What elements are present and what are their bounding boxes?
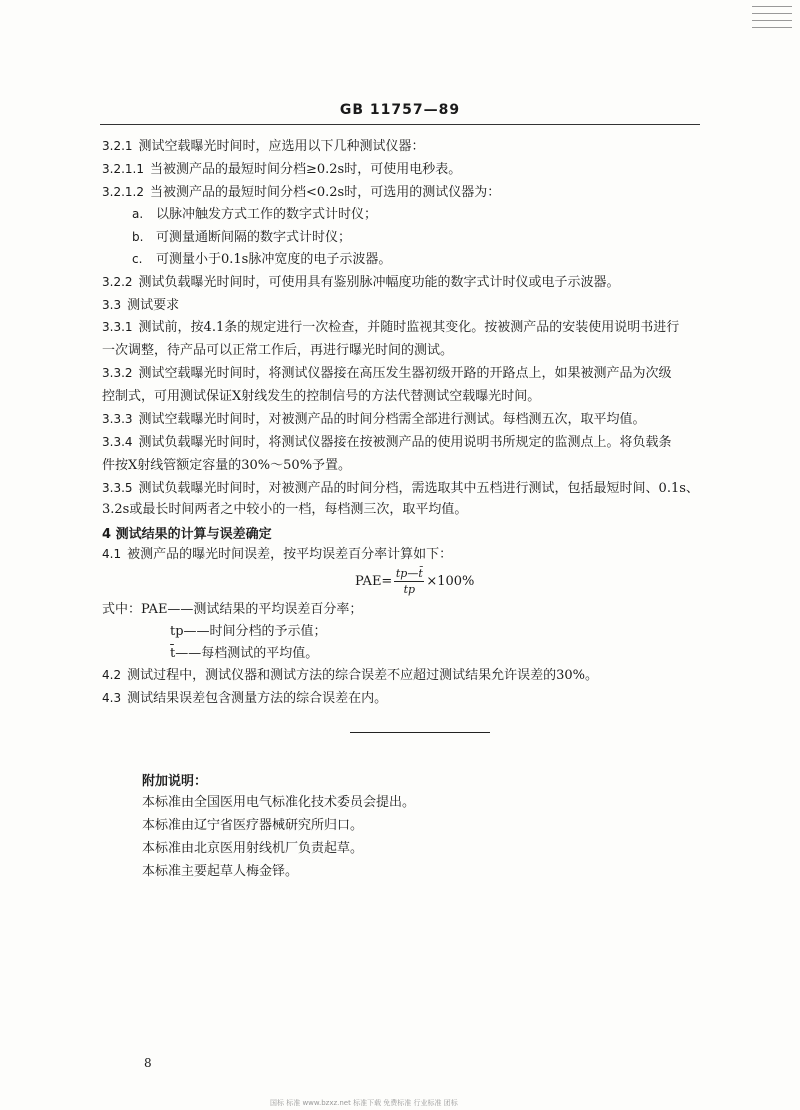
end-of-text-rule [350,732,490,733]
clause-number: 3.2.1 [102,139,133,153]
header-rule [100,124,700,125]
paragraph-continuation [102,341,700,360]
list-text: 可测量通断间隔的数字式计时仪； [156,230,352,245]
list-item-a [132,205,730,224]
clause-text: 一次调整，待产品可以正常工作后，再进行曝光时间的测试。 [102,343,454,358]
formula-where-2 [170,622,690,641]
clause-text: 测试要求 [127,298,180,313]
clause-number: 4.1 [102,547,122,561]
paragraph-4-3 [102,689,700,708]
note-line: 本标准由全国医用电气标准化技术委员会提出。 [142,795,416,810]
clause-text: 测试空载曝光时间时，对被测产品的时间分档需全部进行测试。每档测五次，取平均值。 [138,412,646,427]
note-line: 本标准由北京医用射线机厂负责起草。 [142,841,364,856]
clause-text: 测试负载曝光时间时，可使用具有鉴别脉冲幅度功能的数字式计时仪或电子示波器。 [138,275,620,290]
clause-number: 3.2.2 [102,275,133,289]
footer-watermark-text: 国标 标准 www.bzxz.net 标准下载 免费标准 行业标准 团标 [270,1099,458,1107]
list-marker: c. [132,252,143,266]
list-marker: b. [132,230,144,244]
clause-text: 测试负载曝光时间时，将测试仪器接在按被测产品的使用说明书所规定的监测点上。将负载条 [138,435,672,450]
paragraph-4-1 [102,545,700,564]
paragraph-continuation [102,500,700,519]
clause-number: 3.3.3 [102,412,133,426]
clause-number: 3.2.1.2 [102,185,144,199]
paragraph-4-2 [102,666,700,685]
clause-number: 3.3.2 [102,366,133,380]
clause-text: 测试负载曝光时间时，对被测产品的时间分档，需选取其中五档进行测试，包括最短时间、0.1s、 [138,481,699,496]
paragraph-3-2-2 [102,273,700,292]
where-text: 式中：PAE——测试结果的平均误差百分率； [102,602,363,617]
clause-number: 4.3 [102,691,122,705]
heading-3-3 [102,296,700,315]
clause-text: 测试结果误差包含测量方法的综合误差在内。 [127,691,388,706]
corner-decoration [752,0,792,40]
pae-formula [355,566,474,596]
clause-number: 3.3.5 [102,481,133,495]
paragraph-3-3-2 [102,364,700,383]
clause-number: 3.3 [102,298,122,312]
formula-lhs: PAE= [355,573,393,589]
formula-denominator: tp [403,582,416,596]
clause-number: 3.2.1.1 [102,162,144,176]
page-number: 8 [144,1056,152,1070]
section-4-title: 4 测试结果的计算与误差确定 [102,527,272,542]
clause-number: 4.2 [102,668,122,682]
clause-text: 3.2s或最长时间两者之中较小的一档，每档测三次，取平均值。 [102,502,468,517]
paragraph-3-3-1 [102,318,700,337]
clause-text: 测试过程中，测试仪器和测试方法的综合误差不应超过测试结果允许误差的30%。 [127,668,598,683]
list-text: 以脉冲触发方式工作的数字式计时仪； [156,207,378,222]
formula-numerator: tp—t̄ [395,566,423,580]
fraction-bar [394,581,424,582]
clause-text: 测试空载曝光时间时，应选用以下几种测试仪器： [138,139,425,154]
clause-number: 3.3.4 [102,435,133,449]
clause-number: 3.3.1 [102,320,133,334]
list-item-c [132,250,730,269]
standard-number-header: GB 11757—89 [339,102,461,118]
list-item-b [132,228,730,247]
paragraph-3-2-1-1 [102,160,700,179]
paragraph-continuation [102,456,700,475]
note-line: 本标准主要起草人梅金铎。 [142,864,299,879]
where-text: t̄——每档测试的平均值。 [170,646,319,661]
clause-text: 测试空载曝光时间时，将测试仪器接在高压发生器初级开路的开路点上，如果被测产品为次级 [138,366,672,381]
formula-where-3 [170,644,690,663]
clause-text: 件按X射线管额定容量的30%～50%予置。 [102,458,352,473]
formula-rhs: ×100% [426,573,475,589]
additional-notes-title: 附加说明： [142,774,208,789]
list-text: 可测量小于0.1s脉冲宽度的电子示波器。 [156,252,392,267]
clause-text: 被测产品的曝光时间误差，按平均误差百分率计算如下： [127,547,453,562]
paragraph-3-3-4 [102,433,700,452]
paragraph-continuation [102,387,700,406]
formula-where-1 [102,600,700,619]
paragraph-3-3-3 [102,410,700,429]
paragraph-3-2-1-2 [102,183,700,202]
formula-fraction [394,567,424,596]
clause-text: 测试前，按4.1条的规定进行一次检查，并随时监视其变化。按被测产品的安装使用说明书进行 [138,320,680,335]
clause-text: 控制式，可用测试保证X射线发生的控制信号的方法代替测试空载曝光时间。 [102,389,541,404]
note-line: 本标准由辽宁省医疗器械研究所归口。 [142,818,364,833]
paragraph-3-3-5 [102,479,700,498]
where-text: tp——时间分档的予示值； [170,624,327,639]
clause-text: 当被测产品的最短时间分档<0.2s时，可选用的测试仪器为： [149,185,501,200]
paragraph-3-2-1 [102,137,700,156]
list-marker: a. [132,207,144,221]
clause-text: 当被测产品的最短时间分档≥0.2s时，可使用电秒表。 [149,162,462,177]
